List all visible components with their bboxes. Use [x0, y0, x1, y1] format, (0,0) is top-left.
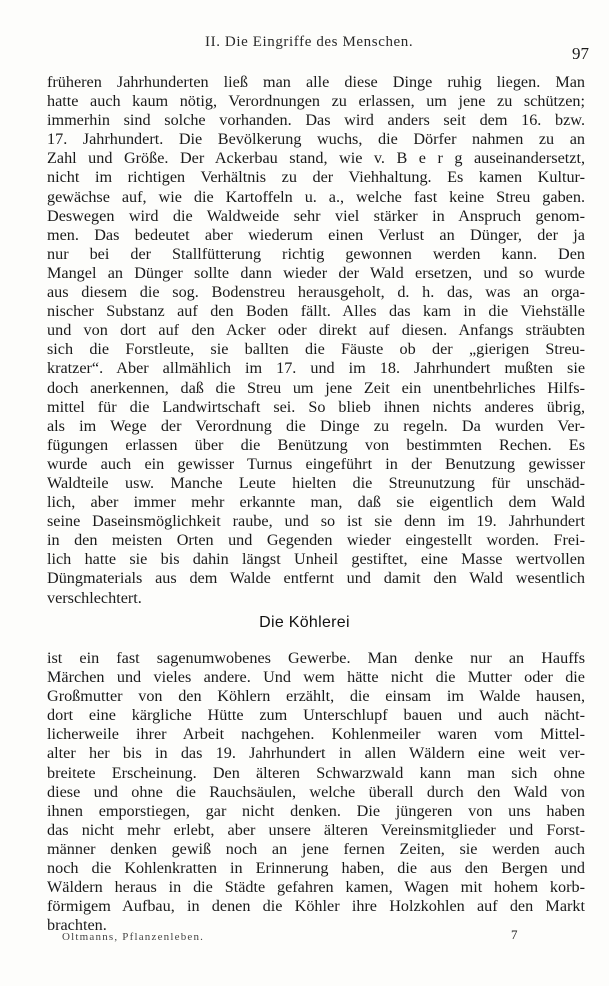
text-line: früheren Jahrhunderten ließ man alle diese Dinge ruhig liegen. Man	[47, 73, 585, 91]
text-line: alter her bis in das 19. Jahrhundert in allen Wäldern eine weit ver-	[47, 744, 585, 763]
text-line: Märchen und vieles andere. Und wem hätte nicht die Mutter oder die	[47, 668, 585, 687]
text-line: immerhin sind solche vorhanden. Das wird anders seit dem 16. bzw.	[47, 111, 585, 130]
text-line: 17. Jahrhundert. Die Bevölkerung wuchs, die Dörfer nahmen zu an	[47, 130, 585, 149]
text-line: noch die Kohlenkratten in Erinnerung haben, die aus den Bergen und	[47, 859, 585, 878]
text-line: gewächse auf, wie die Kartoffeln u. a., welche fast keine Streu gaben.	[47, 187, 585, 206]
section-heading: Die Köhlerei	[259, 614, 350, 631]
text-line: Deswegen wird die Waldweide sehr viel stärker in Anspruch genom-	[47, 206, 585, 225]
paragraph-streunutzung	[47, 73, 585, 608]
text-line: doch anerkennen, daß die Streu um jene Zeit ein unentbehrliches Hilfs-	[47, 378, 585, 397]
text-line: dort eine kärgliche Hütte zum Unterschlupf bauen und auch nächt-	[47, 706, 585, 725]
text-line: kratzer“. Aber allmählich im 17. und im 18. Jahrhundert mußten sie	[47, 359, 585, 378]
text-line: mittel für die Landwirtschaft sei. So blieb ihnen nichts anderes übrig,	[47, 397, 585, 416]
text-line: Waldteile usw. Manche Leute hielten die Streunutzung für unschäd-	[47, 473, 585, 492]
text-line: nischer Substanz auf den Boden fällt. Alles das kam in die Viehställe	[47, 302, 585, 321]
text-line: seine Daseinsmöglichkeit raube, und so ist sie denn im 19. Jahrhundert	[47, 512, 585, 531]
text-line: verschlechtert.	[47, 588, 142, 607]
text-line: wurde auch ein gewisser Turnus eingeführt in der Benutzung gewisser	[47, 454, 585, 473]
text-line: breitete Erscheinung. Den älteren Schwarzwald kann man sich ohne	[47, 763, 585, 782]
text-line: aus diesem die sog. Bodenstreu herausgeholt, d. h. das, was an orga-	[47, 283, 585, 302]
text-line: Mangel an Dünger sollte dann wieder der Wald ersetzen, und so wurde	[47, 263, 585, 282]
text-line: förmigem Aufbau, in denen die Köhler ihre Holzkohlen auf den Markt	[47, 897, 585, 916]
paragraph-koehlerei	[47, 649, 585, 935]
text-line: Großmutter von den Köhlern erzählt, die einsam im Walde hausen,	[47, 687, 585, 706]
text-line: hatte auch kaum nötig, Verordnungen zu erlassen, um jene zu schützen;	[47, 92, 585, 111]
text-line: Düngmaterials aus dem Walde entfernt und damit den Wald wesentlich	[47, 569, 585, 588]
text-line: brachten.	[47, 916, 107, 935]
text-line: ist ein fast sagenumwobenes Gewerbe. Man denke nur an Hauffs	[47, 649, 585, 667]
text-line: sich die Forstleute, sie ballten die Fäuste ob der „gierigen Streu-	[47, 340, 585, 359]
text-line: Zahl und Größe. Der Ackerbau stand, wie v. B e r g auseinandersetzt,	[47, 149, 585, 168]
text-line: fügungen erlassen über die Benützung von bestimmten Rechen. Es	[47, 435, 585, 454]
text-line: lich hatte sie bis dahin längst Unheil gestiftet, eine Masse wertvollen	[47, 550, 585, 569]
sheet-number: 7	[511, 927, 518, 942]
text-line: nur bei der Stallfütterung richtig gewonnen werden kann. Den	[47, 244, 585, 263]
text-line: als im Wege der Verordnung die Dinge zu regeln. Da wurden Ver-	[47, 416, 585, 435]
text-line: licherweile ihrer Arbeit nachgehen. Kohlenmeiler waren vom Mittel-	[47, 725, 585, 744]
text-line: men. Das bedeutet aber wiederum einen Verlust an Dünger, der ja	[47, 225, 585, 244]
text-line: in den meisten Orten und Gegenden wieder eingestellt worden. Frei-	[47, 531, 585, 550]
text-line: lich, aber immer mehr erkannte man, daß sie eigentlich dem Wald	[47, 493, 585, 512]
text-line: und von dort auf den Acker oder direkt auf diesen. Anfangs sträubten	[47, 321, 585, 340]
page-number: 97	[572, 44, 589, 63]
text-line: nicht im richtigen Verhältnis zu der Viehhaltung. Es kamen Kultur-	[47, 168, 585, 187]
text-line: diese und ohne die Rauchsäulen, welche überall durch den Wald von	[47, 782, 585, 801]
running-head: II. Die Eingriffe des Menschen.	[205, 34, 414, 50]
text-line: Wäldern heraus in die Städte gefahren kamen, Wagen mit hohem korb-	[47, 878, 585, 897]
printer-signature: Oltmanns, Pflanzenleben.	[62, 931, 205, 943]
text-line: das nicht mehr erlebt, aber unsere älteren Vereinsmitglieder und Forst-	[47, 820, 585, 839]
text-line: männer denken gewiß noch an jene fernen Zeiten, sie werden auch	[47, 839, 585, 858]
text-line: ihnen emporstiegen, gar nicht denken. Die jüngeren von uns haben	[47, 801, 585, 820]
